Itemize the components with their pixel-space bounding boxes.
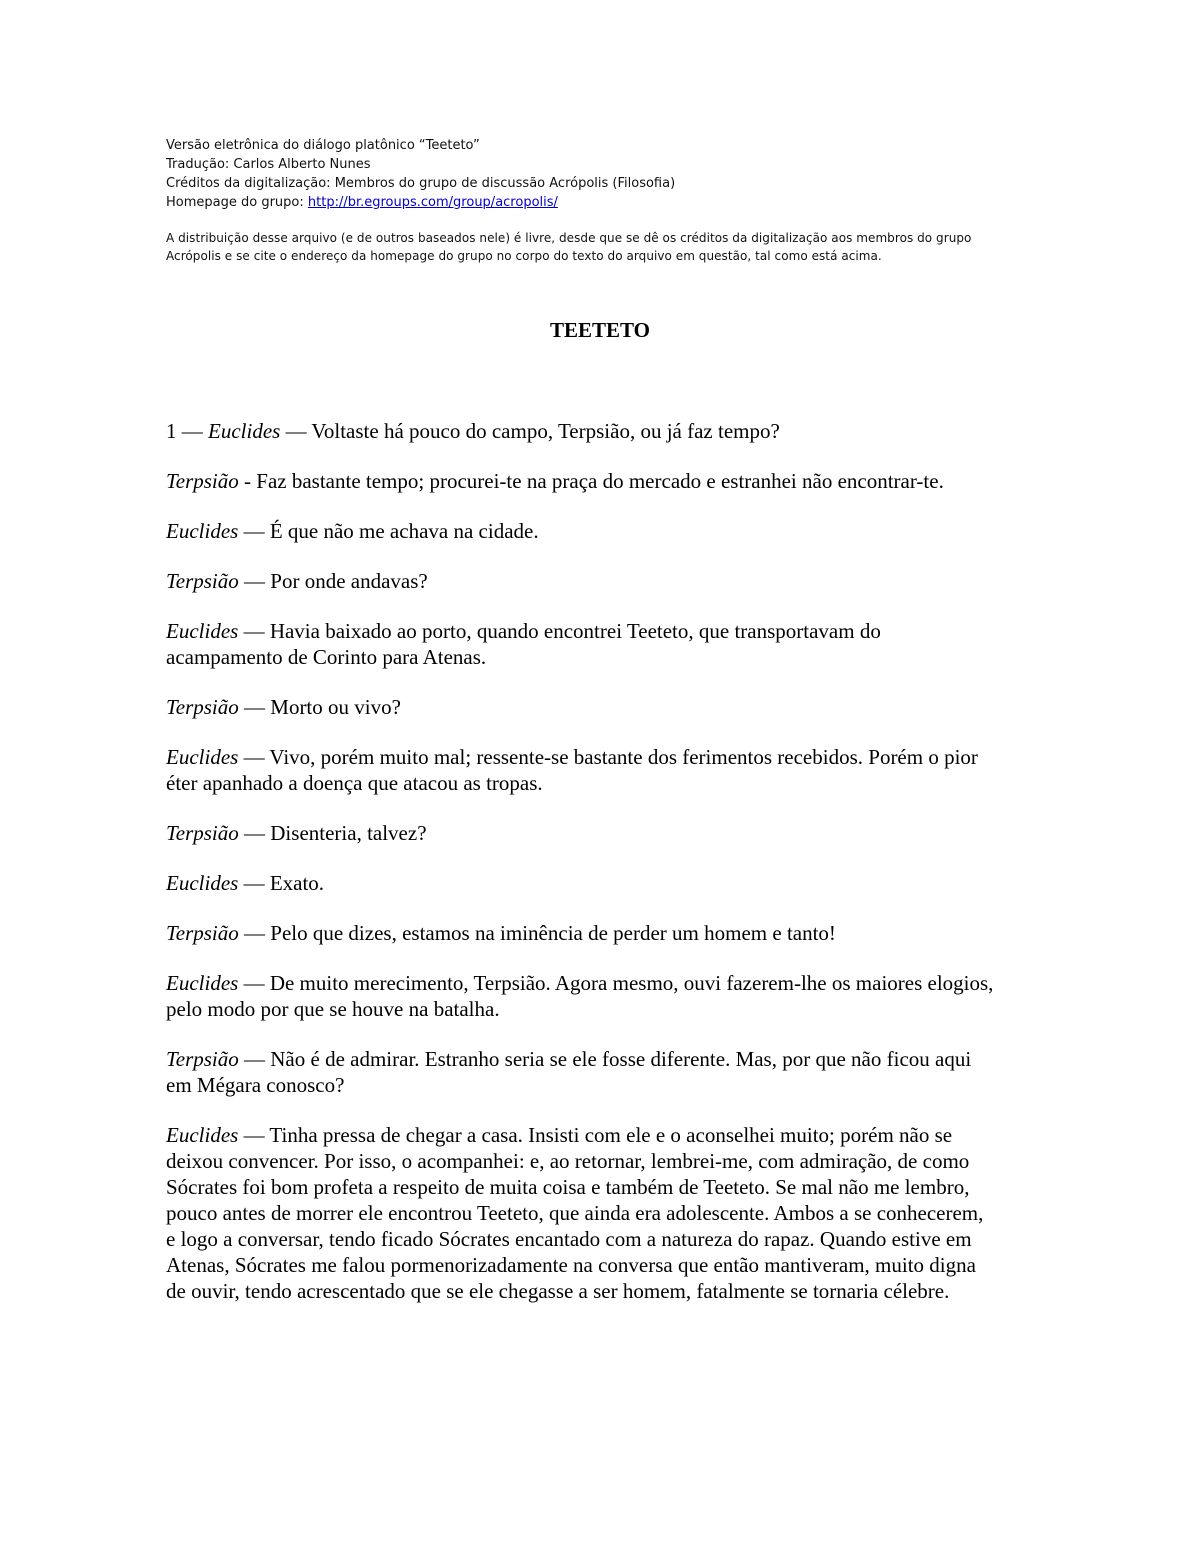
header-version-line: Versão eletrônica do diálogo platônico “Teeteto”: [166, 138, 480, 153]
dialogue-turn: [166, 418, 996, 444]
speech-text: — Tinha pressa de chegar a casa. Insisti com ele e o aconselhei muito; porém não se deixou convencer. Por isso, o acompanhei: e, ao retornar, lembrei-me, com admiração, de como Sócrates foi bom profeta a respeito de muita coisa e também de Teeteto. Se mal não me lembro, pouco antes de morrer ele encontrou Teeteto, que ainda era adolescente. Ambos a se conhecerem, e logo a conversar, tendo ficado Sócrates encantado com a natureza do rapaz. Quando estive em Atenas, Sócrates me falou pormenorizadamente na conversa que então mantiveram, muito digna de ouvir, tendo acrescentado que se ele chegasse a ser homem, fatalmente se tornaria célebre.: [166, 1123, 984, 1303]
dialogue-turn: [166, 744, 996, 796]
speech-text: — Vivo, porém muito mal; ressente-se bastante dos ferimentos recebidos. Porém o pior éter apanhado a doença que atacou as tropas.: [166, 745, 978, 795]
speaker-name: Euclides: [166, 745, 239, 769]
speaker-name: Terpsião: [166, 469, 239, 493]
dialogue-turn: [166, 920, 996, 946]
speech-text: — Pelo que dizes, estamos na iminência de perder um homem e tanto!: [238, 921, 836, 945]
speaker-name: Terpsião: [166, 695, 239, 719]
speaker-name: Terpsião: [166, 1047, 239, 1071]
speaker-name: Euclides: [208, 419, 281, 443]
dialogue-turn: [166, 970, 996, 1022]
speech-text: — Exato.: [238, 871, 325, 895]
speech-text: — Voltaste há pouco do campo, Terpsião, ou já faz tempo?: [280, 419, 780, 443]
speech-text: — Havia baixado ao porto, quando encontrei Teeteto, que transportavam do acampamento de Corinto para Atenas.: [166, 619, 881, 669]
speaker-name: Terpsião: [166, 821, 239, 845]
speech-text: — Morto ou vivo?: [238, 695, 401, 719]
speaker-name: Euclides: [166, 871, 239, 895]
homepage-label: Homepage do grupo:: [166, 195, 308, 210]
speech-text: — Não é de admirar. Estranho seria se ele fosse diferente. Mas, por que não ficou aqui em Mégara conosco?: [166, 1047, 972, 1097]
dialogue-turn: [166, 518, 996, 544]
header-credits-line: Créditos da digitalização: Membros do grupo de discussão Acrópolis (Filosofia): [166, 176, 676, 191]
dialogue-turn: [166, 468, 996, 494]
speech-text: — Por onde andavas?: [238, 569, 428, 593]
speaker-name: Euclides: [166, 619, 239, 643]
homepage-link[interactable]: http://br.egroups.com/group/acropolis/: [307, 195, 558, 210]
speech-text: — É que não me achava na cidade.: [238, 519, 539, 543]
header-homepage-line: [166, 193, 1046, 212]
speech-text: - Faz bastante tempo; procurei-te na praça do mercado e estranhei não encontrar-te.: [238, 469, 944, 493]
notice-line: Acrópolis e se cite o endereço da homepage do grupo no corpo do texto do arquivo em questão, tal como está acima.: [166, 249, 882, 263]
distribution-notice: [166, 229, 1046, 265]
dialogue-turn: [166, 1122, 996, 1304]
turn-prefix: 1 —: [166, 419, 208, 443]
dialogue-body: [166, 418, 996, 1328]
speaker-name: Euclides: [166, 1123, 239, 1147]
speaker-name: Terpsião: [166, 569, 239, 593]
dialogue-turn: [166, 694, 996, 720]
speaker-name: Euclides: [166, 971, 239, 995]
document-title: TEETETO: [550, 318, 650, 342]
dialogue-turn: [166, 568, 996, 594]
dialogue-turn: [166, 1046, 996, 1098]
dialogue-turn: [166, 618, 996, 670]
speaker-name: Terpsião: [166, 921, 239, 945]
dialogue-turn: [166, 870, 996, 896]
notice-line: A distribuição desse arquivo (e de outros baseados nele) é livre, desde que se dê os créditos da digitalização aos membros do grupo: [166, 231, 972, 245]
speaker-name: Euclides: [166, 519, 239, 543]
speech-text: — Disenteria, talvez?: [238, 821, 427, 845]
header-translation-line: Tradução: Carlos Alberto Nunes: [166, 157, 371, 172]
document-header: [166, 136, 1046, 212]
speech-text: — De muito merecimento, Terpsião. Agora mesmo, ouvi fazerem-lhe os maiores elogios, pelo modo por que se houve na batalha.: [166, 971, 994, 1021]
dialogue-turn: [166, 820, 996, 846]
